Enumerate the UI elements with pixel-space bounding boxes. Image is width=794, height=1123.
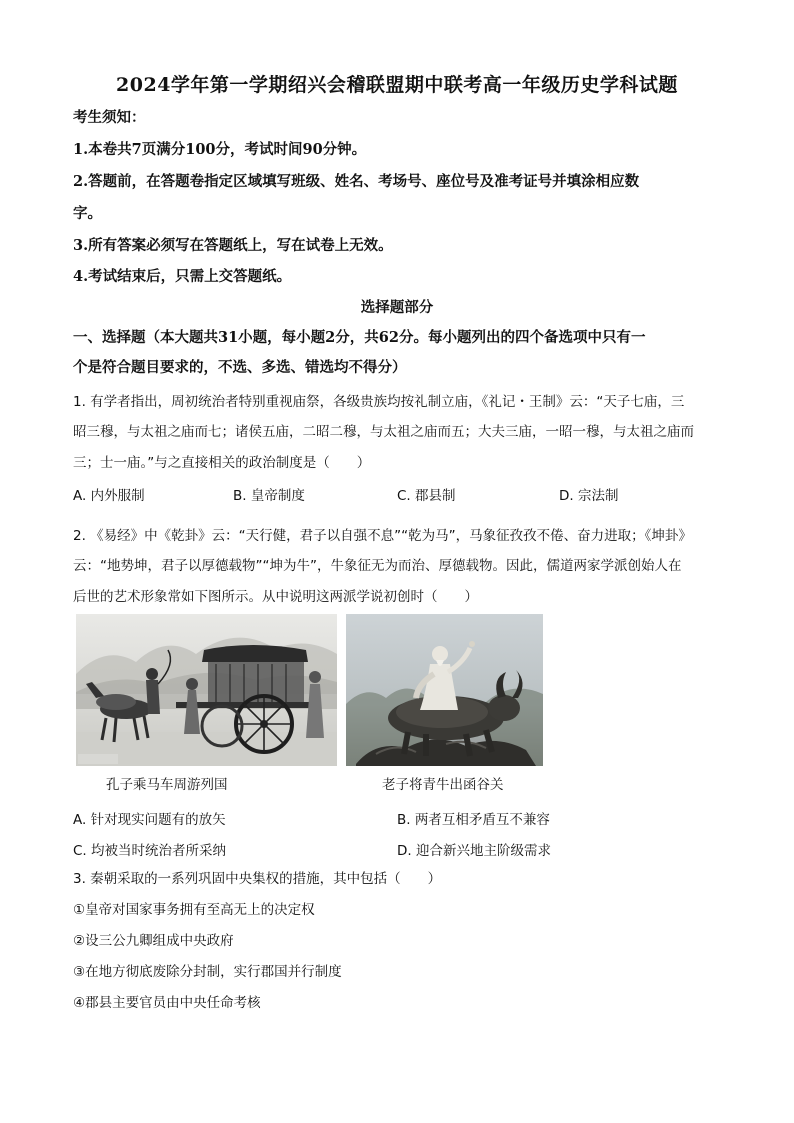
q1-stem-line: 昭三穆，与太祖之庙而七；诸侯五庙，二昭二穆，与太祖之庙而五；大夫三庙，一昭一穆，与太祖之庙而 [73,424,694,440]
q3-item: ③在地方彻底废除分封制，实行郡国并行制度 [73,964,342,980]
q1-stem-line: 1. 有学者指出，周初统治者特别重视庙祭，各级贵族均按礼制立庙，《礼记・王制》云：“天子七庙，三 [73,394,685,410]
notice-item: 1.本卷共7页满分100分，考试时间90分钟。 [73,141,367,158]
q2-stem-line: 云：“地势坤，君子以厚德载物”“坤为牛”，牛象征无为而治、厚德载物。因此，儒道两家学派创始人在 [73,558,682,574]
q3-item: ④郡县主要官员由中央任命考核 [73,995,261,1011]
q2-option-a[interactable]: A. 针对现实问题有的放矢 [73,812,226,828]
laozi-ox-image [346,614,543,766]
notice-item: 3.所有答案必须写在答题纸上，写在试卷上无效。 [73,237,393,254]
q1-option-c[interactable]: C. 郡县制 [397,488,456,504]
image2-caption: 老子将青牛出函谷关 [382,777,504,793]
image1-caption: 孔子乘马车周游列国 [106,777,228,793]
q1-option-d[interactable]: D. 宗法制 [559,488,619,504]
q1-stem-line: 三；士一庙。”与之直接相关的政治制度是（ ） [73,455,371,471]
q3-stem: 3. 秦朝采取的一系列巩固中央集权的措施，其中包括（ ） [73,871,442,887]
q2-stem-line: 2. 《易经》中《乾卦》云：“天行健，君子以自强不息”“乾为马”，马象征孜孜不倦、奋力进取；《坤卦》 [73,528,692,544]
notice-item: 2.答题前，在答题卷指定区域填写班级、姓名、考场号、座位号及准考证号并填涂相应数 [73,173,640,190]
notice-heading: 考生须知： [73,109,146,126]
q1-option-b[interactable]: B. 皇帝制度 [233,488,305,504]
q2-stem-line: 后世的艺术形象常如下图所示。从中说明这两派学说初创时（ ） [73,589,478,605]
q1-option-a[interactable]: A. 内外服制 [73,488,145,504]
notice-item: 4.考试结束后，只需上交答题纸。 [73,268,292,285]
section-title: 选择题部分 [360,299,434,316]
confucius-carriage-image [76,614,337,766]
exam-title: 2024学年第一学期绍兴会稽联盟期中联考高一年级历史学科试题 [116,74,678,96]
q2-option-c[interactable]: C. 均被当时统治者所采纳 [73,843,227,859]
ink-painting-illustration [76,614,337,766]
part-instructions: 个是符合题目要求的，不选、多选、错选均不得分） [73,359,407,376]
q3-item: ②设三公九卿组成中央政府 [73,933,234,949]
q3-item: ①皇帝对国家事务拥有至高无上的决定权 [73,902,315,918]
q2-option-b[interactable]: B. 两者互相矛盾互不兼容 [397,812,550,828]
q2-option-d[interactable]: D. 迎合新兴地主阶级需求 [397,843,551,859]
notice-item: 字。 [73,205,102,222]
statue-photo-illustration [346,614,543,766]
part-instructions: 一、选择题（本大题共31小题，每小题2分，共62分。每小题列出的四个备选项中只有一 [73,329,646,346]
